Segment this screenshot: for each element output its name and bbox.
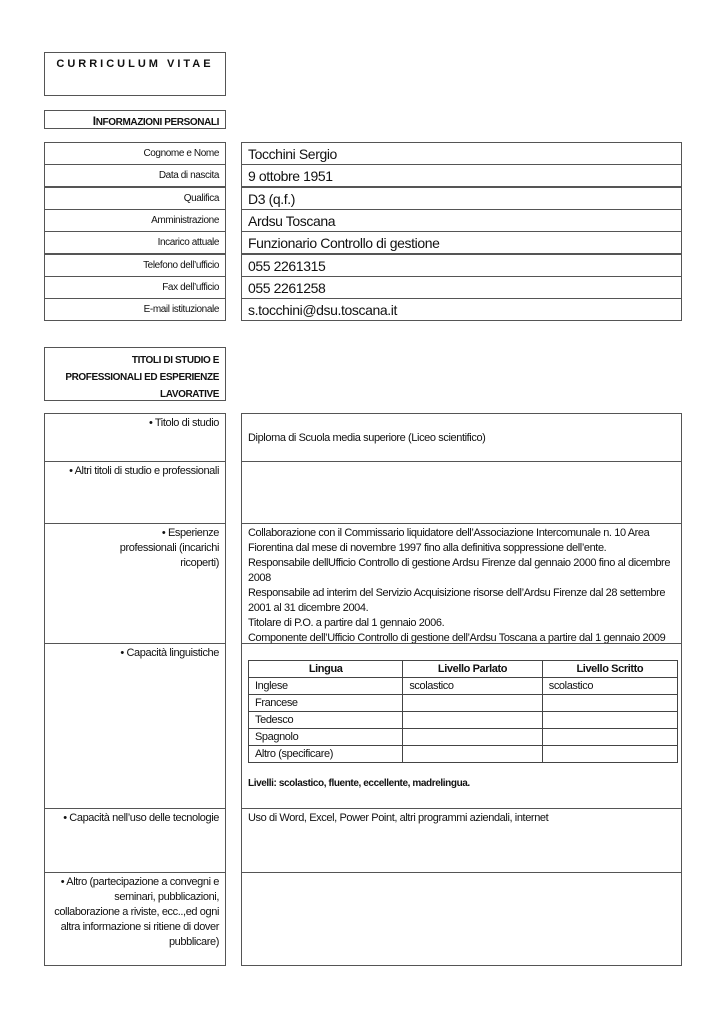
language-cell (403, 746, 542, 763)
value-altri-titoli (241, 461, 682, 524)
personal-label: Amministrazione (44, 209, 226, 232)
personal-label: Qualifica (44, 187, 226, 210)
language-cell: Spagnolo (249, 729, 403, 746)
language-row (249, 712, 678, 729)
section-personal-heading: INFORMAZIONI PERSONALI (44, 110, 226, 129)
personal-label: Cognome e Nome (44, 142, 226, 165)
personal-value: s.tocchini@dsu.toscana.it (241, 298, 682, 321)
language-cell: Inglese (249, 678, 403, 695)
language-cell (403, 729, 542, 746)
personal-label: Telefono dell’ufficio (44, 254, 226, 277)
personal-label: Fax dell’ufficio (44, 276, 226, 299)
language-row (249, 678, 678, 695)
language-cell: scolastico (403, 678, 542, 695)
language-cell (542, 695, 677, 712)
personal-value: 055 2261315 (241, 254, 682, 277)
section-titles-heading: TITOLI DI STUDIO E PROFESSIONALI ED ESPERIENZE LAVORATIVE (44, 347, 226, 401)
value-titolo: Diploma di Scuola media superiore (Liceo scientifico) (241, 413, 682, 462)
document-title: CURRICULUM VITAE (44, 52, 226, 96)
personal-label: Data di nascita (44, 164, 226, 187)
label-lingue: • Capacità linguistiche (44, 643, 226, 809)
personal-label: Incarico attuale (44, 231, 226, 254)
value-esperienze: Collaborazione con il Commissario liquidatore dell’Associazione Intercomunale n. 10 Area Fiorentina dal mese di novembre 1997 fino alla definitiva soppressione dell’ente. Responsabile dellUfficio Controllo di gestione Ardsu Firenze dal gennaio 2000 fino al dicembre 2008 Responsabile ad interim del Servizio Acquisizione risorse dell’Ardsu Firenze dal 28 settembre 2001 al 31 dicembre 2004. Titolare di P.O. a partire dal 1 gennaio 2006. Componente dell’Ufficio Controllo di gestione dell’Ardsu Toscana a partire dal 1 gennaio 2009 (241, 523, 682, 644)
language-cell (542, 729, 677, 746)
language-cell (403, 712, 542, 729)
language-cell: scolastico (542, 678, 677, 695)
personal-value: Ardsu Toscana (241, 209, 682, 232)
language-cell: Francese (249, 695, 403, 712)
personal-value: 9 ottobre 1951 (241, 164, 682, 187)
label-esperienze: • Esperienze professionali (incarichi ricoperti) (44, 523, 226, 644)
languages-table (248, 660, 678, 763)
label-altri-titoli: • Altri titoli di studio e professionali (44, 461, 226, 524)
languages-header: Lingua Livello Parlato Livello Scritto (249, 661, 678, 678)
language-cell (403, 695, 542, 712)
label-altro: • Altro (partecipazione a convegni e seminari, pubblicazioni, collaborazione a riviste, ecc..,ed ogni altra informazione si ritiene di dover pubblicare) (44, 872, 226, 966)
personal-value: Funzionario Controllo di gestione (241, 231, 682, 254)
personal-label: E-mail istituzionale (44, 298, 226, 321)
language-row (249, 695, 678, 712)
language-cell (542, 746, 677, 763)
language-row (249, 746, 678, 763)
personal-value: D3 (q.f.) (241, 187, 682, 210)
levels-note: Livelli: scolastico, fluente, eccellente, madrelingua. (248, 778, 470, 789)
language-row (249, 729, 678, 746)
language-cell (542, 712, 677, 729)
label-titolo: • Titolo di studio (44, 413, 226, 462)
personal-value: Tocchini Sergio (241, 142, 682, 165)
personal-value: 055 2261258 (241, 276, 682, 299)
value-tecnologie: Uso di Word, Excel, Power Point, altri programmi aziendali, internet (241, 808, 682, 873)
language-cell: Altro (specificare) (249, 746, 403, 763)
value-altro (241, 872, 682, 966)
language-cell: Tedesco (249, 712, 403, 729)
label-tecnologie: • Capacità nell’uso delle tecnologie (44, 808, 226, 873)
